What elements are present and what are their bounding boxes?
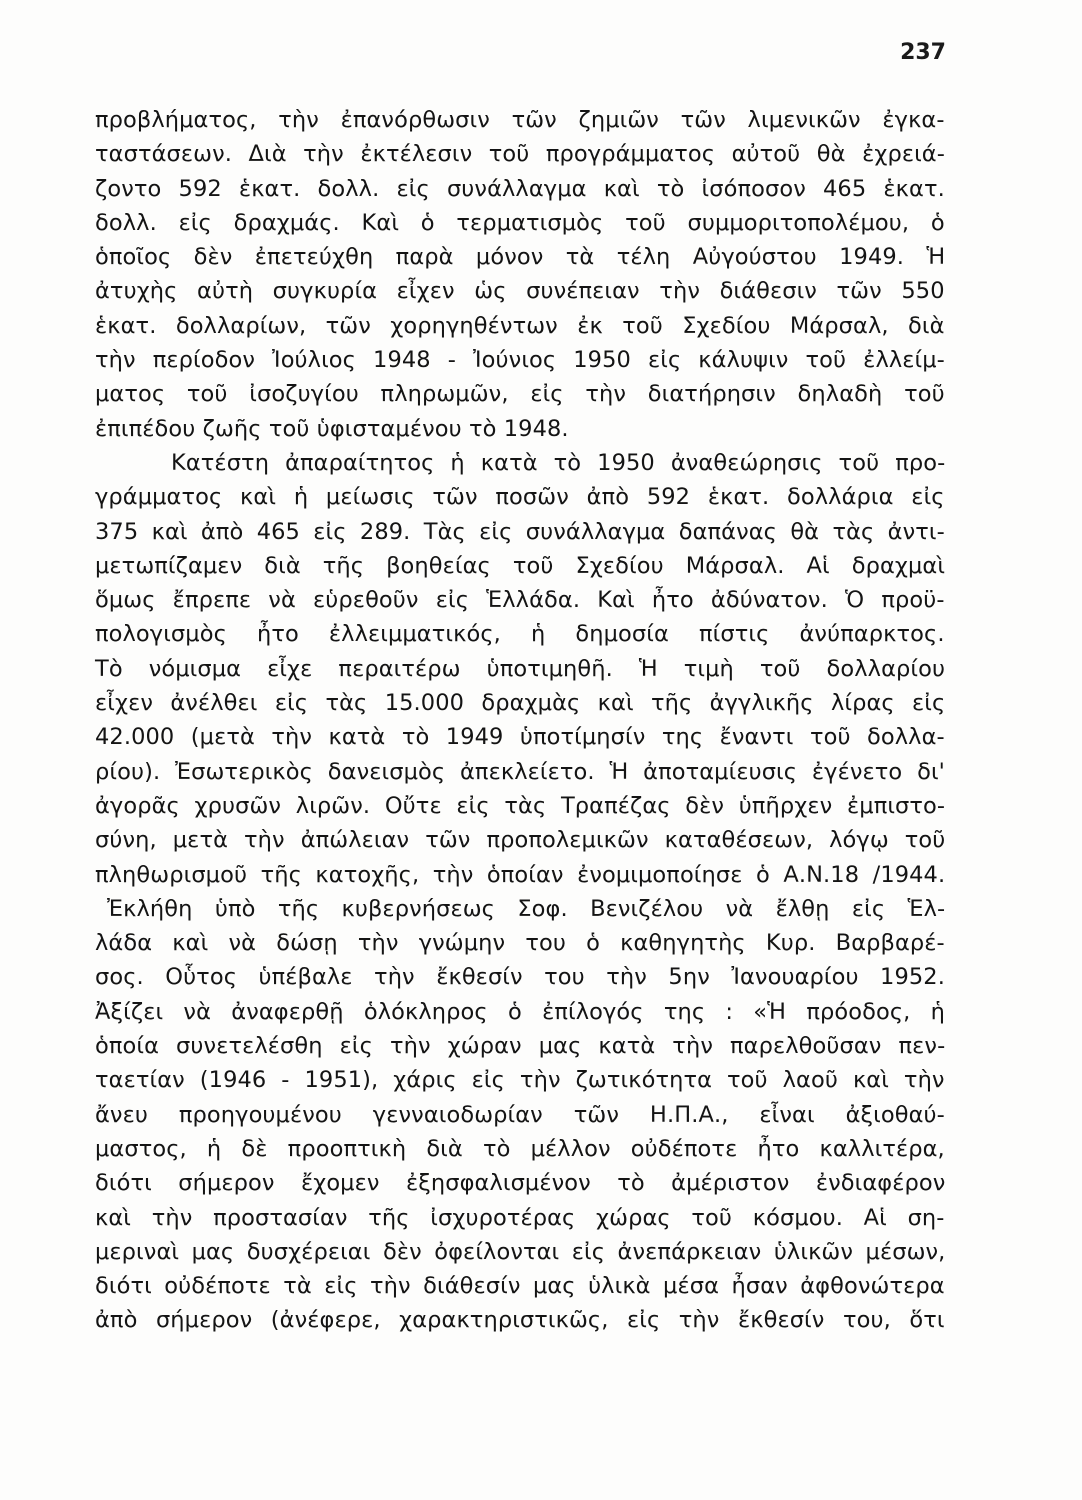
text-line: 42.000 (μετὰ τὴν κατὰ τὸ 1949 ὑποτίμησίν της ἔναντι τοῦ δολλα- xyxy=(95,724,945,751)
text-line: ρίου). Ἐσωτερικὸς δανεισμὸς ἀπεκλείετο. Ἡ ἀποταμίευσις ἐγένετο δι' xyxy=(95,758,945,785)
text-line: διότι οὐδέποτε τὰ εἰς τὴν διάθεσίν μας ὑλικὰ μέσα ἦσαν ἀφθονώτερα xyxy=(95,1273,945,1300)
text-line: ματος τοῦ ἰσοζυγίου πληρωμῶν, εἰς τὴν διατήρησιν δηλαδὴ τοῦ xyxy=(95,381,945,408)
text-line: μεριναὶ μας δυσχέρειαι δὲν ὀφείλονται εἰς ἀνεπάρκειαν ὑλικῶν μέσων, xyxy=(95,1238,946,1265)
text-line: ἐπιπέδου ζωῆς τοῦ ὑφισταμένου τὸ 1948. xyxy=(95,415,569,442)
text-line: ἑκατ. δολλαρίων, τῶν χορηγηθέντων ἐκ τοῦ Σχεδίου Μάρσαλ, διὰ xyxy=(95,312,945,339)
text-line: ἀτυχὴς αὐτὴ συγκυρία εἶχεν ὡς συνέπειαν τὴν διάθεσιν τῶν 550 xyxy=(95,278,945,305)
text-line: μετωπίζαμεν διὰ τῆς βοηθείας τοῦ Σχεδίου Μάρσαλ. Αἱ δραχμαὶ xyxy=(95,552,946,579)
text-line: Ἐκλήθη ὑπὸ τῆς κυβερνήσεως Σοφ. Βενιζέλου νὰ ἔλθῃ εἰς Ἑλ- xyxy=(107,895,946,922)
text-line: διότι σήμερον ἔχομεν ἐξησφαλισμένον τὸ ἀμέριστον ἐνδιαφέρον xyxy=(95,1170,946,1197)
text-line: εἶχεν ἀνέλθει εἰς τὰς 15.000 δραχμὰς καὶ τῆς ἀγγλικῆς λίρας εἰς xyxy=(95,690,946,717)
text-line: καὶ τὴν προστασίαν τῆς ἰσχυροτέρας χώρας τοῦ κόσμου. Αἱ ση- xyxy=(95,1204,945,1231)
text-line: Τὸ νόμισμα εἶχε περαιτέρω ὑποτιμηθῆ. Ἡ τιμὴ τοῦ δολλαρίου xyxy=(95,655,946,682)
body-text xyxy=(95,103,945,1338)
text-line: σος. Οὗτος ὑπέβαλε τὴν ἔκθεσίν του τὴν 5ην Ἰανουαρίου 1952. xyxy=(95,964,945,991)
text-line: ὁποία συνετελέσθη εἰς τὴν χώραν μας κατὰ τὴν παρελθοῦσαν πεν- xyxy=(95,1033,946,1060)
text-line: Κατέστη ἀπαραίτητος ἡ κατὰ τὸ 1950 ἀναθεώρησις τοῦ προ- xyxy=(171,449,946,476)
text-line: ἄνευ προηγουμένου γενναιοδωρίαν τῶν Η.Π.Α., εἶναι ἀξιοθαύ- xyxy=(95,1101,945,1128)
text-line: μαστος, ἡ δὲ προοπτικὴ διὰ τὸ μέλλον οὐδέποτε ἦτο καλλιτέρα, xyxy=(95,1135,945,1162)
page-number: 237 xyxy=(900,40,946,65)
text-line: προβλήματος, τὴν ἐπανόρθωσιν τῶν ζημιῶν τῶν λιμενικῶν ἐγκα- xyxy=(95,107,945,133)
text-line: ταστάσεων. Διὰ τὴν ἐκτέλεσιν τοῦ προγράμματος αὐτοῦ θὰ ἐχρειά- xyxy=(95,141,945,168)
text-line: Ἀξίζει νὰ ἀναφερθῇ ὁλόκληρος ὁ ἐπίλογός της : «Ἡ πρόοδος, ἡ xyxy=(95,998,945,1025)
text-line: ταετίαν (1946 - 1951), χάρις εἰς τὴν ζωτικότητα τοῦ λαοῦ καὶ τὴν xyxy=(95,1067,945,1094)
text-line: 375 καὶ ἀπὸ 465 εἰς 289. Τὰς εἰς συνάλλαγμα δαπάνας θὰ τὰς ἀντι- xyxy=(95,518,945,545)
text-line: πληθωρισμοῦ τῆς κατοχῆς, τὴν ὁποίαν ἐνομιμοποίησε ὁ Α.Ν.18 /1944. xyxy=(95,861,946,888)
text-line: ζοντο 592 ἑκατ. δολλ. εἰς συνάλλαγμα καὶ τὸ ἰσόποσον 465 ἑκατ. xyxy=(95,175,945,202)
text-line: ἀγορᾶς χρυσῶν λιρῶν. Οὔτε εἰς τὰς Τραπέζας δὲν ὑπῆρχεν ἐμπιστο- xyxy=(95,792,946,819)
text-line: δολλ. εἰς δραχμάς. Καὶ ὁ τερματισμὸς τοῦ συμμοριτοπολέμου, ὁ xyxy=(95,209,945,236)
text-line: ὅμως ἔπρεπε νὰ εὑρεθοῦν εἰς Ἑλλάδα. Καὶ ἦτο ἀδύνατον. Ὁ προϋ- xyxy=(95,587,945,614)
text-line: πολογισμὸς ἦτο ἐλλειμματικός, ἡ δημοσία πίστις ἀνύπαρκτος. xyxy=(95,621,945,648)
text-line: γράμματος καὶ ἡ μείωσις τῶν ποσῶν ἀπὸ 592 ἑκατ. δολλάρια εἰς xyxy=(95,484,945,511)
text-line: λάδα καὶ νὰ δώσῃ τὴν γνώμην του ὁ καθηγητὴς Κυρ. Βαρβαρέ- xyxy=(95,930,945,957)
text-line: σύνη, μετὰ τὴν ἀπώλειαν τῶν προπολεμικῶν καταθέσεων, λόγῳ τοῦ xyxy=(95,827,946,854)
text-line: ὁποῖος δὲν ἐπετεύχθη παρὰ μόνον τὰ τέλη Αὐγούστου 1949. Ἡ xyxy=(95,244,946,271)
text-line: ἀπὸ σήμερον (ἀνέφερε, χαρακτηριστικῶς, εἰς τὴν ἔκθεσίν του, ὅτι xyxy=(95,1307,945,1334)
text-line: τὴν περίοδον Ἰούλιος 1948 - Ἰούνιος 1950 εἰς κάλυψιν τοῦ ἐλλείμ- xyxy=(95,347,945,374)
